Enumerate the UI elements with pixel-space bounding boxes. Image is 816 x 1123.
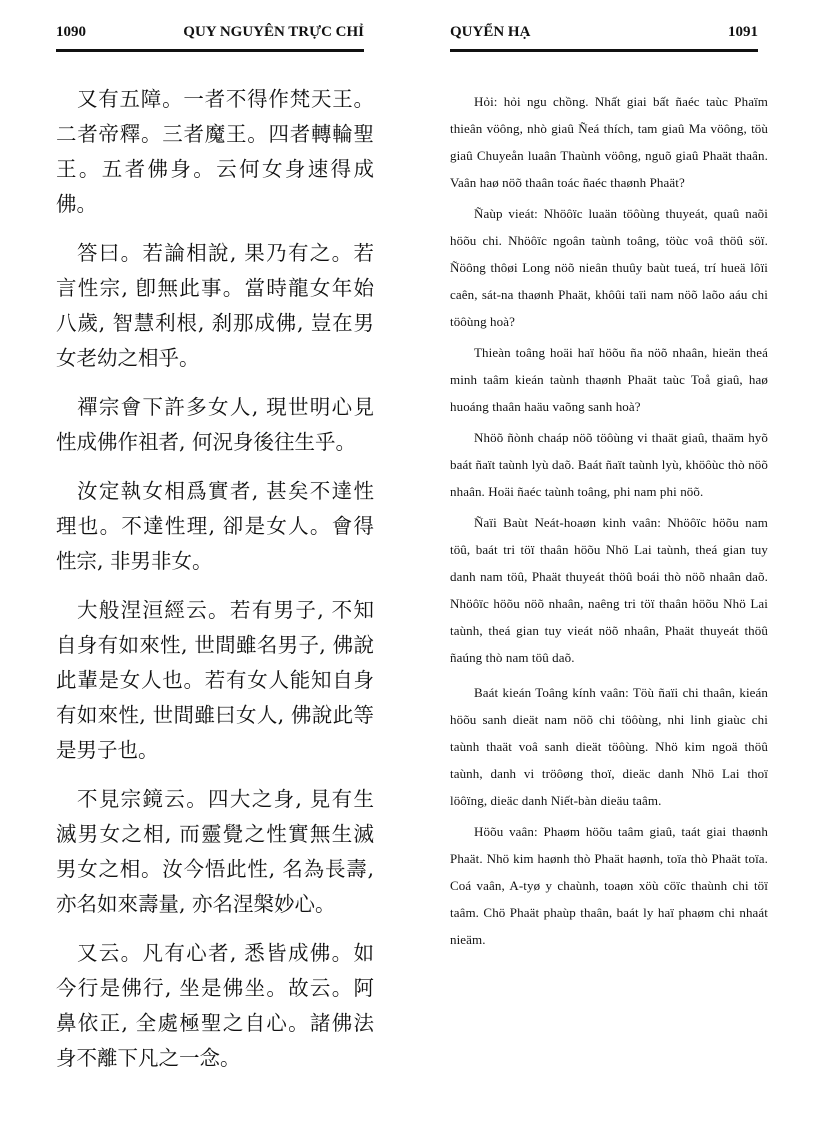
page-number: 1091 bbox=[728, 24, 758, 40]
vietnamese-text-column bbox=[450, 88, 768, 957]
vietnamese-paragraph: Thieàn toâng hoäi haï höõu ña nöõ nhaân, hieän theá minh taâm kieán taùnh thaønh Phaät taùc Toå giaû, haø huoáng thaân haäu vaõng sanh hoà? bbox=[450, 345, 768, 414]
chinese-paragraph: 汝定執女相爲實者, 甚矣不達性理也。不達性理, 卻是女人。會得性宗, 非男非女。 bbox=[56, 479, 374, 573]
right-page bbox=[408, 0, 816, 1123]
page-header bbox=[450, 24, 758, 46]
chinese-paragraph: 禪宗會下許多女人, 現世明心見性成佛作祖者, 何況身後往生乎。 bbox=[56, 395, 374, 454]
page-header bbox=[56, 24, 364, 46]
chinese-paragraph: 大般涅洹經云。若有男子, 不知自身有如來性, 世間雖名男子, 佛說此輩是女人也。若有女人能知自身有如來性, 世間雖曰女人, 佛說此等是男子也。 bbox=[56, 598, 374, 762]
vietnamese-paragraph: Nhöõ ñònh chaáp nöõ töôùng vi thaät giaû, thaäm hyõ baát ñaït taùnh lyù daõ. Baát ñaït taùnh lyù, khöôùc thò nöõ nhaân. Hoäi ñaéc taùnh toâng, phi nam phi nöõ. bbox=[450, 430, 768, 499]
running-title: QUY NGUYÊN TRỰC CHỈ bbox=[183, 24, 364, 40]
vietnamese-paragraph: Hỏi: hỏi ngu chồng. Nhất giai bất ñaéc taùc Phaïm thieân vöông, nhò giaû Ñeá thích, tam giaû Ma vöông, töù giaû Chuyeån luaân Thaùnh vöông, nguõ giaû Phaät thaân. Vaân haø nöõ thaân toác ñaéc thaønh Phaät? bbox=[450, 94, 768, 190]
chinese-paragraph: 答曰。若論相說, 果乃有之。若言性宗, 卽無此事。當時龍女年始八歲, 智慧利根, 刹那成佛, 豈在男女老幼之相乎。 bbox=[56, 241, 374, 370]
chinese-paragraph: 不見宗鏡云。四大之身, 見有生滅男女之相, 而靈覺之性實無生滅男女之相。汝今悟此性, 名為長壽, 亦名如來壽量, 亦名涅槃妙心。 bbox=[56, 787, 374, 916]
vietnamese-paragraph: Ñaïi Baùt Neát-hoaøn kinh vaân: Nhöôïc höõu nam töû, baát tri töï thaân höõu Nhö Lai taùnh, theá gian tuy danh nam töû, Phaät thuyeát thöû boái thò nöõ nhaân daõ. Nhöôïc höõu nöõ nhaân, naêng tri töï thaân höõu Nhö Lai taùnh, theá gian tuy vieát nöõ nhaân, Phaät thuyeát thöû ñaúng thò nam töû daõ. bbox=[450, 515, 768, 665]
chinese-paragraph: 又有五障。一者不得作梵天王。二者帝釋。三者魔王。四者轉輪聖王。五者佛身。云何女身速得成佛。 bbox=[56, 87, 374, 216]
vietnamese-paragraph: Baát kieán Toâng kính vaân: Töù ñaïi chi thaân, kieán höõu sanh dieät nam nöõ chi töôùng, nhi linh giaùc chi taùnh thaät voâ sanh dieät töôùng. Nhö kim ngoä thöû taùnh, danh vi tröôøng thoï, dieäc danh Nhö Lai thoï löôïng, dieäc danh Niết-bàn dieäu taâm. bbox=[450, 685, 768, 808]
header-rule bbox=[56, 49, 364, 52]
running-title: QUYỂN HẠ bbox=[450, 24, 531, 40]
header-rule bbox=[450, 49, 758, 52]
vietnamese-paragraph: Höõu vaân: Phaøm höõu taâm giaû, taát giai thaønh Phaät. Nhö kim haønh thò Phaät haønh, toïa thò Phaät toïa. Coá vaân, A-tyø y chaùnh, toaøn xöù cöïc thaùnh chi töï taâm. Chö Phaät phaùp thaân, baát ly haï phaøm chi nhaát nieäm. bbox=[450, 824, 768, 947]
chinese-paragraph: 又云。凡有心者, 悉皆成佛。如今行是佛行, 坐是佛坐。故云。阿鼻依正, 全處極聖之自心。諸佛法身不離下凡之一念。 bbox=[56, 941, 374, 1070]
chinese-text-column bbox=[56, 82, 374, 1090]
vietnamese-paragraph: Ñaùp vieát: Nhöôïc luaän töôùng thuyeát, quaû naõi höõu chi. Nhöôïc ngoân taùnh toâng, töùc voâ thöû söï. Ñöông thôøi Long nöõ nieân thuûy baùt tueá, trí hueä lôïi caên, sát-na thaønh Phaät, khôûi taïi nam nöõ laõo aáu chi töôùng hoà? bbox=[450, 206, 768, 329]
page-number: 1090 bbox=[56, 24, 86, 40]
